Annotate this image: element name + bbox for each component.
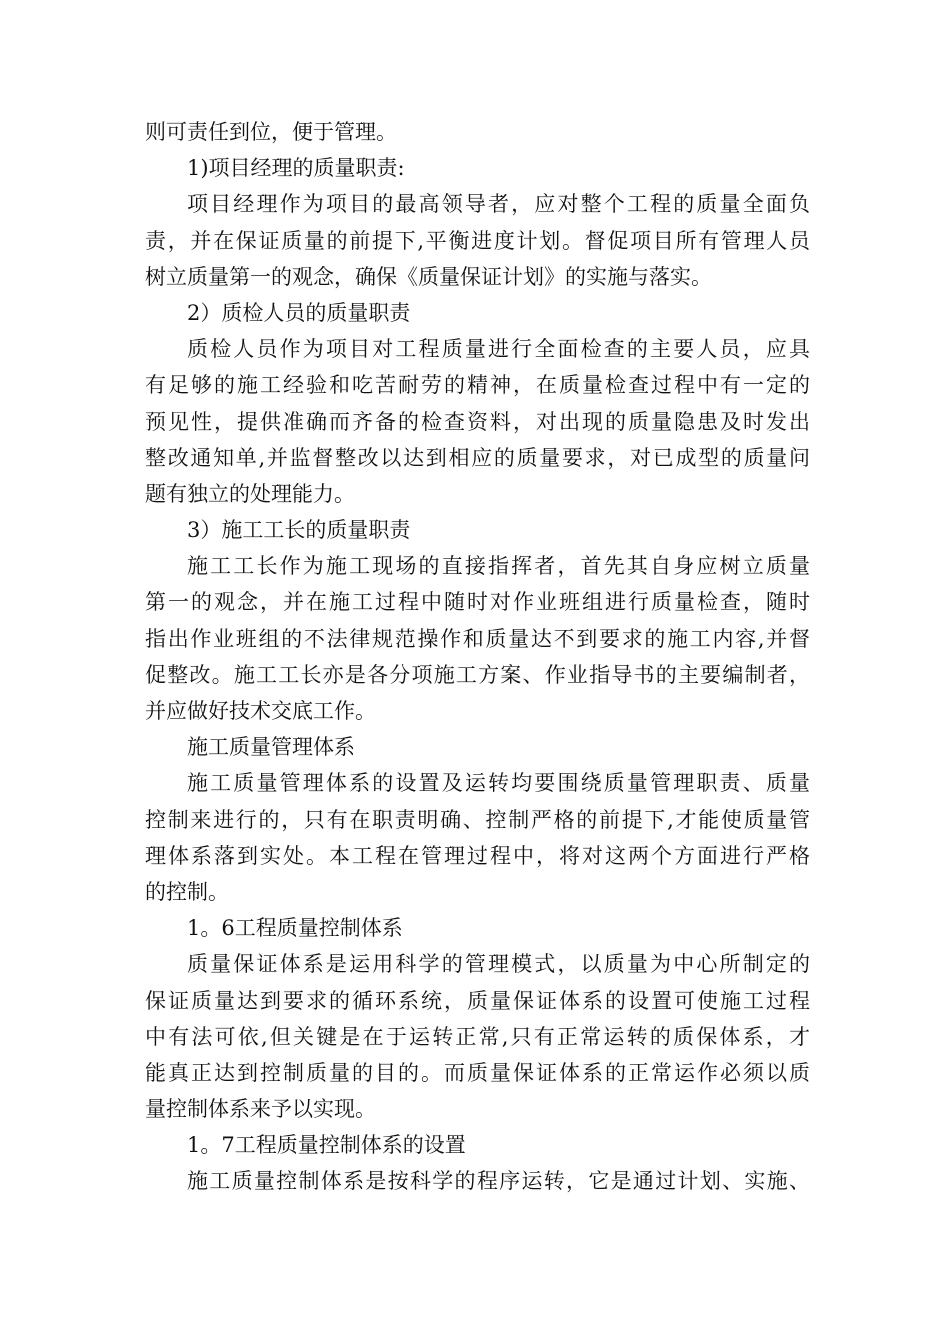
text-line: 的控制。 xyxy=(145,879,229,904)
text-line: 理体系落到实处。本工程在管理过程中，将对这两个方面进行严格 xyxy=(145,843,810,868)
text-line: 控制来进行的，只有在职责明确、控制严格的前提下,才能使质量管 xyxy=(145,807,810,832)
text-line: 1。6工程质量控制体系 xyxy=(187,916,403,941)
text-line: 施工质量管理体系 xyxy=(187,735,355,760)
text-line: 有足够的施工经验和吃苦耐劳的精神，在质量检查过程中有一定的 xyxy=(145,373,810,398)
text-line: 促整改。施工工长亦是各分项施工方案、作业指导书的主要编制者， xyxy=(145,662,810,687)
text-line: 质检人员作为项目对工程质量进行全面检查的主要人员，应具 xyxy=(187,337,810,362)
text-line: 1)项目经理的质量职责: xyxy=(187,156,405,181)
text-line: 1。7工程质量控制体系的设置 xyxy=(187,1133,466,1158)
text-line: 3）施工工长的质量职责 xyxy=(187,518,411,543)
text-line: 项目经理作为项目的最高领导者，应对整个工程的质量全面负 xyxy=(187,192,810,217)
text-line: 施工质量控制体系是按科学的程序运转，它是通过计划、实施、 xyxy=(187,1169,810,1194)
text-line: 责，并在保证质量的前提下,平衡进度计划。督促项目所有管理人员 xyxy=(145,228,810,253)
document-body xyxy=(145,114,810,1200)
text-line: 预见性，提供准确而齐备的检查资料，对出现的质量隐患及时发出 xyxy=(145,409,810,434)
text-line: 题有独立的处理能力。 xyxy=(145,481,355,506)
text-line: 保证质量达到要求的循环系统，质量保证体系的设置可使施工过程 xyxy=(145,988,810,1013)
text-line: 指出作业班组的不法律规范操作和质量达不到要求的施工内容,并督 xyxy=(145,626,810,651)
text-line: 第一的观念，并在施工过程中随时对作业班组进行质量检查，随时 xyxy=(145,590,810,615)
text-line: 施工工长作为施工现场的直接指挥者，首先其自身应树立质量 xyxy=(187,554,810,579)
text-line: 则可责任到位，便于管理。 xyxy=(145,120,397,144)
text-line: 整改通知单,并监督整改以达到相应的质量要求，对已成型的质量问 xyxy=(145,445,810,470)
text-line: 量控制体系来予以实现。 xyxy=(145,1097,376,1122)
text-line: 中有法可依,但关键是在于运转正常,只有正常运转的质保体系，才 xyxy=(145,1024,810,1049)
text-line: 能真正达到控制质量的目的。而质量保证体系的正常运作必须以质 xyxy=(145,1060,810,1085)
text-line: 质量保证体系是运用科学的管理模式，以质量为中心所制定的 xyxy=(187,952,810,977)
text-line: 并应做好技术交底工作。 xyxy=(145,699,376,723)
text-line: 施工质量管理体系的设置及运转均要围绕质量管理职责、质量 xyxy=(187,771,810,796)
text-line: 树立质量第一的观念，确保《质量保证计划》的实施与落实。 xyxy=(145,264,712,289)
text-line: 2）质检人员的质量职责 xyxy=(187,300,411,325)
